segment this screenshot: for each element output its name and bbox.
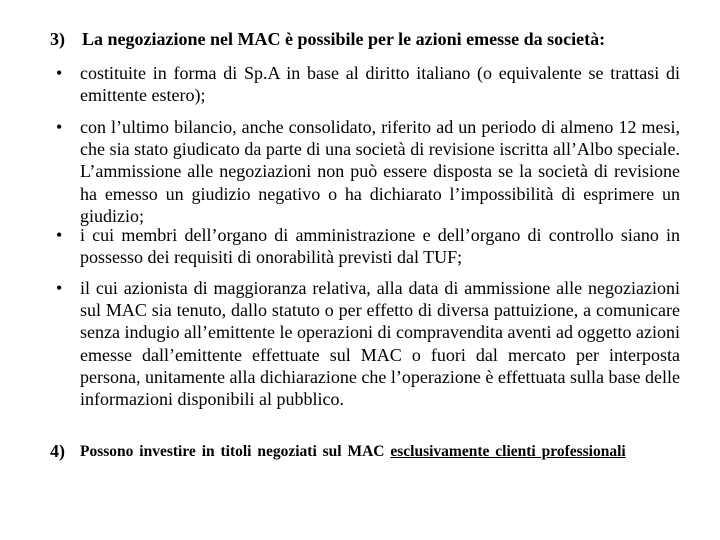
bullet-icon: • <box>56 117 63 137</box>
bullet-text: i cui membri dell’organo di amministrazione e dell’organo di controllo siano in possesso dei requisiti di onorabilità previsti dal TUF; <box>80 225 680 268</box>
bullet-item <box>50 224 680 268</box>
bullet-icon: • <box>56 63 63 83</box>
bullet-item <box>50 116 680 227</box>
bullet-text: con l’ultimo bilancio, anche consolidato, riferito ad un periodo di almeno 12 mesi, che sia stato giudicato da parte di una società di revisione iscritta all’Albo speciale. L’ammissione alle negoziazioni non può essere disposta se la società di revisione ha emesso un giudizio negativo o ha dichiarato l’impossibilità di esprimere un giudizio; <box>80 117 680 226</box>
section-4-number: 4) <box>50 441 65 461</box>
section-3-title: La negoziazione nel MAC è possibile per le azioni emesse da società: <box>82 29 606 49</box>
bullet-item <box>50 62 680 106</box>
section-4-text <box>80 440 680 462</box>
bullet-text: costituite in forma di Sp.A in base al diritto italiano (o equivalente se trattasi di emittente estero); <box>80 63 680 106</box>
section-4-underlined-text: esclusivamente clienti professionali <box>390 443 626 460</box>
section-3-number: 3) <box>50 29 65 49</box>
section-3-heading <box>50 29 690 50</box>
bullet-text: il cui azionista di maggioranza relativa, alla data di ammissione alle negoziazioni sul MAC sia tenuto, dallo statuto o per effetto di diversa pattuizione, a comunicare senza indugio all’emittente le operazioni di compravendita aventi ad oggetto azioni emesse dall’emittente effettuate sul MAC o fuori dal mercato per interposta persona, unitamente alla dichiarazione che l’operazione è effettuata sulla base delle informazioni disponibili al pubblico. <box>80 278 680 410</box>
bullet-item <box>50 277 680 410</box>
section-4-heading <box>50 440 680 462</box>
bullet-icon: • <box>56 225 63 245</box>
bullet-icon: • <box>56 278 63 298</box>
section-4-plain-text: Possono investire in titoli negoziati sul MAC <box>80 443 391 460</box>
